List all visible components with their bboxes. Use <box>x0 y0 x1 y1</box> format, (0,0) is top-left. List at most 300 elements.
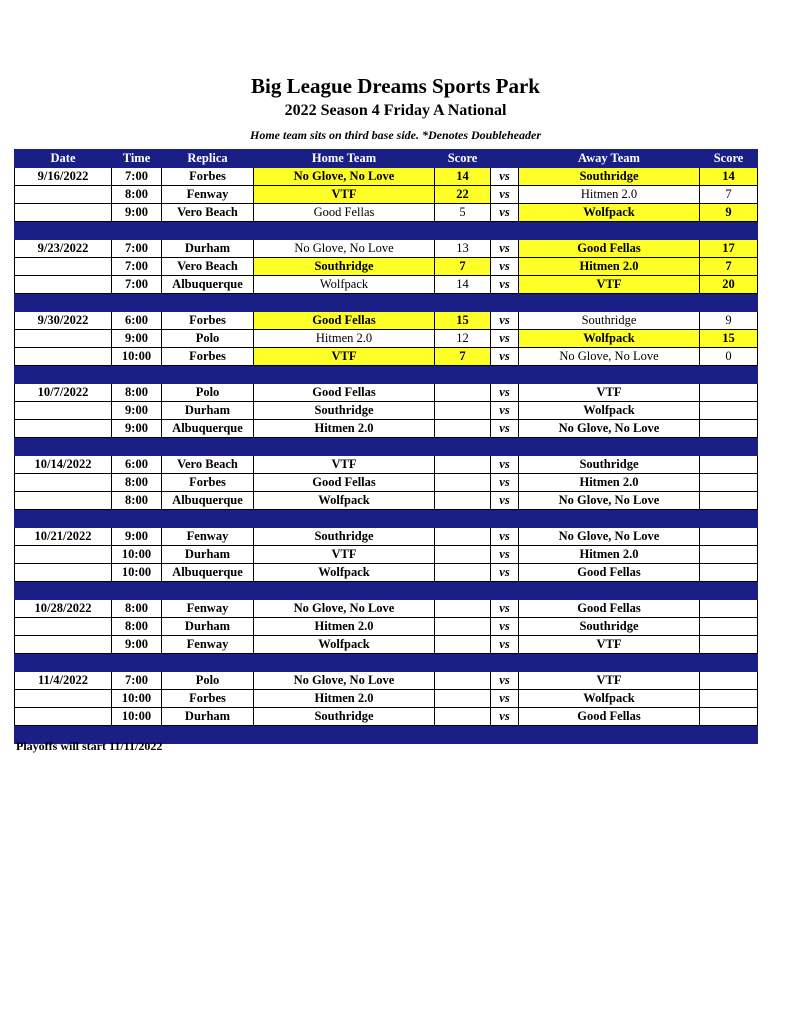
separator-cell <box>15 654 112 672</box>
separator-cell <box>519 510 700 528</box>
away-score <box>700 546 758 564</box>
away-score <box>700 708 758 726</box>
separator-cell <box>162 366 254 384</box>
header-row <box>15 150 758 168</box>
game-time: 7:00 <box>112 672 162 690</box>
away-score <box>700 528 758 546</box>
home-score: 14 <box>435 276 491 294</box>
week-separator <box>15 222 758 240</box>
schedule-note: Home team sits on third base side. *Denotes Doubleheader <box>250 128 541 142</box>
separator-cell <box>254 726 435 744</box>
away-team: Wolfpack <box>519 330 700 348</box>
home-team: Good Fellas <box>254 474 435 492</box>
game-replica: Vero Beach <box>162 456 254 474</box>
away-score: 7 <box>700 186 758 204</box>
game-date <box>15 564 112 582</box>
separator-cell <box>519 294 700 312</box>
game-replica: Fenway <box>162 528 254 546</box>
separator-cell <box>162 222 254 240</box>
home-score: 13 <box>435 240 491 258</box>
separator-cell <box>162 582 254 600</box>
game-replica: Vero Beach <box>162 204 254 222</box>
away-score <box>700 600 758 618</box>
separator-cell <box>491 294 519 312</box>
separator-cell <box>700 726 758 744</box>
game-time: 8:00 <box>112 492 162 510</box>
home-score <box>435 546 491 564</box>
home-team: VTF <box>254 186 435 204</box>
home-score <box>435 564 491 582</box>
game-date: 9/23/2022 <box>15 240 112 258</box>
game-replica: Forbes <box>162 690 254 708</box>
separator-cell <box>435 510 491 528</box>
game-replica: Albuquerque <box>162 420 254 438</box>
away-score: 14 <box>700 168 758 186</box>
game-time: 10:00 <box>112 564 162 582</box>
separator-cell <box>435 654 491 672</box>
game-row <box>15 240 758 258</box>
home-team: No Glove, No Love <box>254 600 435 618</box>
separator-cell <box>15 366 112 384</box>
separator-cell <box>15 294 112 312</box>
game-time: 10:00 <box>112 708 162 726</box>
away-score: 15 <box>700 330 758 348</box>
separator-cell <box>519 726 700 744</box>
home-score <box>435 492 491 510</box>
week-separator <box>15 366 758 384</box>
schedule-body <box>15 168 758 744</box>
away-score: 17 <box>700 240 758 258</box>
away-score <box>700 672 758 690</box>
playoffs-note: Playoffs will start 11/11/2022 <box>16 739 163 753</box>
game-replica: Fenway <box>162 186 254 204</box>
separator-cell <box>112 438 162 456</box>
game-date: 11/4/2022 <box>15 672 112 690</box>
vs-label: vs <box>491 636 519 654</box>
separator-cell <box>254 222 435 240</box>
away-team: Wolfpack <box>519 402 700 420</box>
home-team: Southridge <box>254 258 435 276</box>
column-header-replica: Replica <box>162 150 254 168</box>
game-date <box>15 276 112 294</box>
game-row <box>15 168 758 186</box>
away-team: No Glove, No Love <box>519 528 700 546</box>
game-date <box>15 420 112 438</box>
separator-cell <box>162 438 254 456</box>
separator-cell <box>112 654 162 672</box>
away-score: 9 <box>700 312 758 330</box>
away-team: Good Fellas <box>519 240 700 258</box>
vs-label: vs <box>491 186 519 204</box>
away-team: Southridge <box>519 618 700 636</box>
separator-cell <box>112 294 162 312</box>
vs-label: vs <box>491 672 519 690</box>
page-title: Big League Dreams Sports Park <box>251 74 540 98</box>
separator-cell <box>491 726 519 744</box>
separator-cell <box>112 582 162 600</box>
vs-label: vs <box>491 546 519 564</box>
game-row <box>15 456 758 474</box>
separator-cell <box>15 222 112 240</box>
game-row <box>15 186 758 204</box>
separator-cell <box>491 438 519 456</box>
home-score <box>435 636 491 654</box>
game-replica: Polo <box>162 384 254 402</box>
week-separator <box>15 654 758 672</box>
game-time: 9:00 <box>112 402 162 420</box>
game-time: 10:00 <box>112 348 162 366</box>
game-row <box>15 618 758 636</box>
home-team: Good Fellas <box>254 312 435 330</box>
separator-cell <box>15 438 112 456</box>
vs-label: vs <box>491 456 519 474</box>
game-time: 9:00 <box>112 330 162 348</box>
vs-label: vs <box>491 312 519 330</box>
away-team: Good Fellas <box>519 564 700 582</box>
home-team: Wolfpack <box>254 492 435 510</box>
game-time: 6:00 <box>112 456 162 474</box>
separator-cell <box>162 294 254 312</box>
game-date <box>15 402 112 420</box>
game-time: 8:00 <box>112 186 162 204</box>
away-score: 0 <box>700 348 758 366</box>
game-date <box>15 348 112 366</box>
away-score <box>700 474 758 492</box>
game-time: 7:00 <box>112 168 162 186</box>
away-team: Hitmen 2.0 <box>519 474 700 492</box>
page-subtitle: 2022 Season 4 Friday A National <box>284 102 507 119</box>
separator-cell <box>519 582 700 600</box>
away-score <box>700 564 758 582</box>
home-team: No Glove, No Love <box>254 168 435 186</box>
game-time: 8:00 <box>112 474 162 492</box>
away-team: Hitmen 2.0 <box>519 258 700 276</box>
game-replica: Fenway <box>162 600 254 618</box>
home-score: 12 <box>435 330 491 348</box>
game-date <box>15 492 112 510</box>
game-row <box>15 690 758 708</box>
game-row <box>15 420 758 438</box>
separator-cell <box>435 582 491 600</box>
game-date <box>15 474 112 492</box>
home-team: Good Fellas <box>254 384 435 402</box>
game-date <box>15 618 112 636</box>
game-date <box>15 690 112 708</box>
home-score <box>435 600 491 618</box>
home-team: Hitmen 2.0 <box>254 690 435 708</box>
game-replica: Fenway <box>162 636 254 654</box>
column-header-date: Date <box>15 150 112 168</box>
game-date: 10/14/2022 <box>15 456 112 474</box>
game-row <box>15 474 758 492</box>
game-time: 7:00 <box>112 276 162 294</box>
away-score <box>700 618 758 636</box>
game-date: 9/30/2022 <box>15 312 112 330</box>
separator-cell <box>254 438 435 456</box>
away-team: Hitmen 2.0 <box>519 546 700 564</box>
game-replica: Forbes <box>162 312 254 330</box>
separator-cell <box>700 438 758 456</box>
game-time: 9:00 <box>112 204 162 222</box>
away-team: Hitmen 2.0 <box>519 186 700 204</box>
home-team: Hitmen 2.0 <box>254 420 435 438</box>
separator-cell <box>162 726 254 744</box>
column-header-vs <box>491 150 519 168</box>
game-time: 10:00 <box>112 546 162 564</box>
separator-cell <box>700 222 758 240</box>
game-date: 9/16/2022 <box>15 168 112 186</box>
game-replica: Vero Beach <box>162 258 254 276</box>
away-score <box>700 420 758 438</box>
home-score: 7 <box>435 258 491 276</box>
separator-cell <box>519 366 700 384</box>
home-score: 5 <box>435 204 491 222</box>
game-row <box>15 384 758 402</box>
away-score: 9 <box>700 204 758 222</box>
vs-label: vs <box>491 708 519 726</box>
vs-label: vs <box>491 528 519 546</box>
game-time: 8:00 <box>112 618 162 636</box>
home-score <box>435 420 491 438</box>
game-time: 6:00 <box>112 312 162 330</box>
separator-cell <box>700 510 758 528</box>
game-row <box>15 348 758 366</box>
home-team: Southridge <box>254 528 435 546</box>
home-score <box>435 402 491 420</box>
separator-cell <box>491 366 519 384</box>
game-date: 10/28/2022 <box>15 600 112 618</box>
vs-label: vs <box>491 420 519 438</box>
column-header-home-team: Home Team <box>254 150 435 168</box>
game-replica: Albuquerque <box>162 564 254 582</box>
separator-cell <box>491 582 519 600</box>
vs-label: vs <box>491 204 519 222</box>
away-score: 20 <box>700 276 758 294</box>
vs-label: vs <box>491 492 519 510</box>
game-row <box>15 402 758 420</box>
away-team: Wolfpack <box>519 204 700 222</box>
separator-cell <box>435 438 491 456</box>
away-team: VTF <box>519 636 700 654</box>
away-team: VTF <box>519 276 700 294</box>
home-score <box>435 474 491 492</box>
away-team: VTF <box>519 672 700 690</box>
game-replica: Albuquerque <box>162 276 254 294</box>
home-team: Wolfpack <box>254 636 435 654</box>
game-date <box>15 330 112 348</box>
column-header-time: Time <box>112 150 162 168</box>
away-score <box>700 636 758 654</box>
away-score <box>700 456 758 474</box>
game-row <box>15 204 758 222</box>
game-replica: Durham <box>162 708 254 726</box>
home-score: 7 <box>435 348 491 366</box>
away-score <box>700 384 758 402</box>
home-team: VTF <box>254 546 435 564</box>
vs-label: vs <box>491 600 519 618</box>
game-row <box>15 564 758 582</box>
separator-cell <box>435 294 491 312</box>
game-replica: Forbes <box>162 168 254 186</box>
away-team: No Glove, No Love <box>519 348 700 366</box>
game-date <box>15 186 112 204</box>
vs-label: vs <box>491 330 519 348</box>
vs-label: vs <box>491 168 519 186</box>
game-row <box>15 312 758 330</box>
home-score <box>435 528 491 546</box>
separator-cell <box>700 582 758 600</box>
game-replica: Durham <box>162 618 254 636</box>
home-score <box>435 708 491 726</box>
away-team: No Glove, No Love <box>519 420 700 438</box>
game-date <box>15 708 112 726</box>
separator-cell <box>112 222 162 240</box>
game-time: 9:00 <box>112 636 162 654</box>
game-replica: Polo <box>162 330 254 348</box>
game-replica: Durham <box>162 546 254 564</box>
home-score <box>435 690 491 708</box>
vs-label: vs <box>491 258 519 276</box>
away-team: Good Fellas <box>519 600 700 618</box>
home-team: Hitmen 2.0 <box>254 330 435 348</box>
separator-cell <box>15 510 112 528</box>
game-date: 10/7/2022 <box>15 384 112 402</box>
separator-cell <box>254 654 435 672</box>
away-score: 7 <box>700 258 758 276</box>
away-team: VTF <box>519 384 700 402</box>
vs-label: vs <box>491 402 519 420</box>
away-score <box>700 492 758 510</box>
game-date <box>15 546 112 564</box>
game-time: 9:00 <box>112 420 162 438</box>
vs-label: vs <box>491 618 519 636</box>
separator-cell <box>700 366 758 384</box>
separator-cell <box>519 654 700 672</box>
separator-cell <box>112 510 162 528</box>
game-row <box>15 708 758 726</box>
game-date: 10/21/2022 <box>15 528 112 546</box>
home-score <box>435 384 491 402</box>
week-separator <box>15 510 758 528</box>
column-header-away-score: Score <box>700 150 758 168</box>
separator-cell <box>435 726 491 744</box>
home-team: Southridge <box>254 402 435 420</box>
vs-label: vs <box>491 384 519 402</box>
home-score: 15 <box>435 312 491 330</box>
game-row <box>15 276 758 294</box>
game-time: 9:00 <box>112 528 162 546</box>
separator-cell <box>435 366 491 384</box>
home-score: 22 <box>435 186 491 204</box>
game-replica: Forbes <box>162 474 254 492</box>
home-team: Southridge <box>254 708 435 726</box>
week-separator <box>15 582 758 600</box>
game-row <box>15 330 758 348</box>
week-separator <box>15 294 758 312</box>
separator-cell <box>700 294 758 312</box>
game-row <box>15 636 758 654</box>
separator-cell <box>435 222 491 240</box>
column-header-away-team: Away Team <box>519 150 700 168</box>
separator-cell <box>491 510 519 528</box>
home-team: Wolfpack <box>254 276 435 294</box>
separator-cell <box>15 582 112 600</box>
game-date <box>15 636 112 654</box>
game-replica: Forbes <box>162 348 254 366</box>
home-score <box>435 456 491 474</box>
game-time: 8:00 <box>112 600 162 618</box>
game-replica: Durham <box>162 402 254 420</box>
game-date <box>15 204 112 222</box>
vs-label: vs <box>491 690 519 708</box>
column-header-home-score: Score <box>435 150 491 168</box>
separator-cell <box>519 438 700 456</box>
vs-label: vs <box>491 348 519 366</box>
away-team: No Glove, No Love <box>519 492 700 510</box>
schedule-table <box>14 149 758 744</box>
game-time: 7:00 <box>112 240 162 258</box>
game-row <box>15 258 758 276</box>
separator-cell <box>162 510 254 528</box>
vs-label: vs <box>491 240 519 258</box>
home-team: VTF <box>254 348 435 366</box>
separator-cell <box>162 654 254 672</box>
vs-label: vs <box>491 564 519 582</box>
separator-cell <box>254 294 435 312</box>
game-time: 8:00 <box>112 384 162 402</box>
game-row <box>15 528 758 546</box>
home-score <box>435 672 491 690</box>
separator-cell <box>491 654 519 672</box>
home-team: Good Fellas <box>254 204 435 222</box>
away-team: Southridge <box>519 312 700 330</box>
separator-cell <box>254 366 435 384</box>
away-score <box>700 690 758 708</box>
game-replica: Durham <box>162 240 254 258</box>
game-row <box>15 492 758 510</box>
separator-cell <box>254 582 435 600</box>
game-replica: Albuquerque <box>162 492 254 510</box>
vs-label: vs <box>491 474 519 492</box>
game-time: 7:00 <box>112 258 162 276</box>
game-row <box>15 546 758 564</box>
away-team: Good Fellas <box>519 708 700 726</box>
game-time: 10:00 <box>112 690 162 708</box>
separator-cell <box>519 222 700 240</box>
game-date <box>15 258 112 276</box>
home-score <box>435 618 491 636</box>
separator-cell <box>700 654 758 672</box>
separator-cell <box>112 366 162 384</box>
home-team: Hitmen 2.0 <box>254 618 435 636</box>
home-team: No Glove, No Love <box>254 240 435 258</box>
home-team: VTF <box>254 456 435 474</box>
game-row <box>15 600 758 618</box>
home-team: No Glove, No Love <box>254 672 435 690</box>
away-team: Southridge <box>519 168 700 186</box>
home-team: Wolfpack <box>254 564 435 582</box>
away-team: Wolfpack <box>519 690 700 708</box>
separator-cell <box>491 222 519 240</box>
vs-label: vs <box>491 276 519 294</box>
game-row <box>15 672 758 690</box>
away-score <box>700 402 758 420</box>
week-separator <box>15 438 758 456</box>
away-team: Southridge <box>519 456 700 474</box>
home-score: 14 <box>435 168 491 186</box>
game-replica: Polo <box>162 672 254 690</box>
separator-cell <box>254 510 435 528</box>
